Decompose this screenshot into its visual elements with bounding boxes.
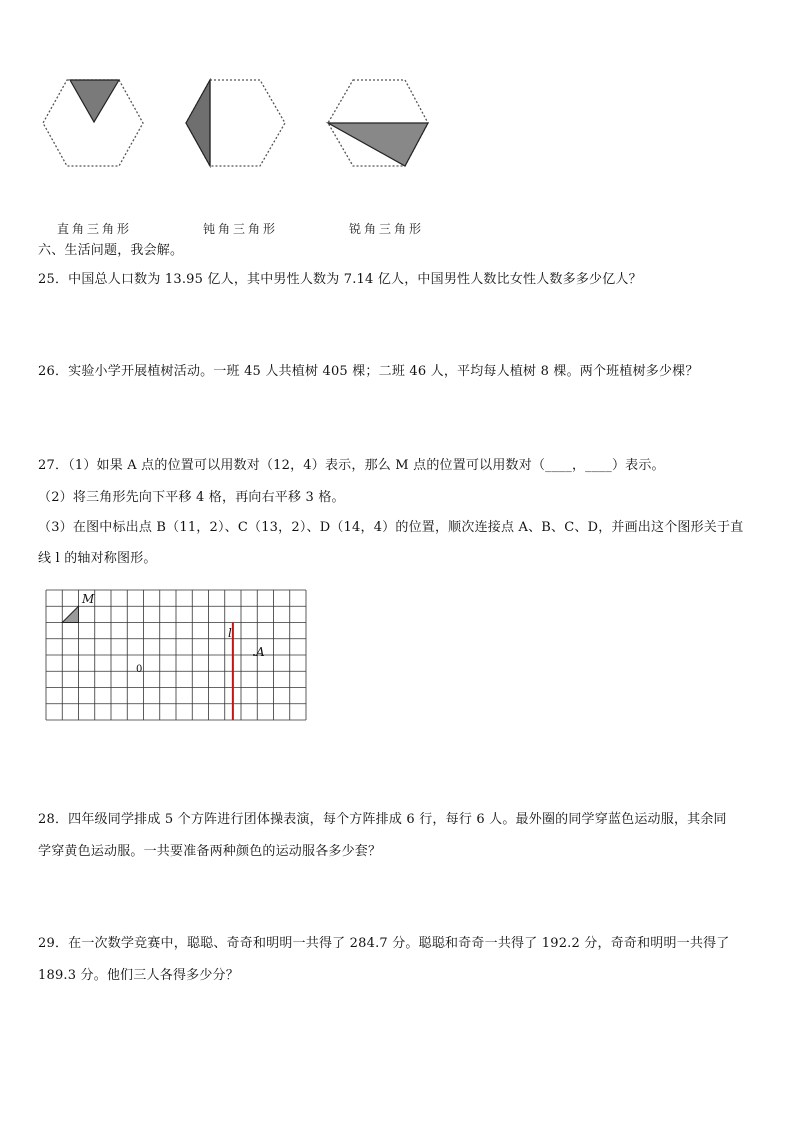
question-28: 28．四年级同学排成 5 个方阵进行团体操表演，每个方阵排成 6 行，每行 6 人。最外圈的同学穿蓝色运动服，其余同	[38, 812, 727, 827]
coordinate-grid	[46, 590, 308, 730]
caption-obtuse-triangle: 钝角三角形	[203, 222, 279, 236]
question-26: 26．实验小学开展植树活动。一班 45 人共植树 405 棵；二班 46 人，平均每人植树 8 棵。两个班植树多少棵？	[38, 364, 699, 379]
caption-acute-triangle: 锐角三角形	[349, 222, 425, 236]
point-m-label: M	[82, 592, 95, 606]
point-a	[253, 654, 255, 656]
question-27-part-3-continued: 线 l 的轴对称图形。	[38, 551, 157, 566]
section-heading: 六、生活问题，我会解。	[38, 243, 184, 258]
question-28-continued: 学穿黄色运动服。一共要准备两种颜色的运动服各多少套？	[38, 844, 382, 859]
shaded-triangle	[62, 606, 78, 622]
line-l-label: l	[228, 626, 232, 640]
point-a-label: A	[256, 645, 265, 659]
question-27-part-1: 27．（1）如果 A 点的位置可以用数对（12，4）表示，那么 M 点的位置可以用数对（____，____）表示。	[38, 458, 665, 473]
question-29: 29．在一次数学竞赛中，聪聪、奇奇和明明一共得了 284.7 分。聪聪和奇奇一共得了 192.2 分，奇奇和明明一共得了	[38, 936, 730, 951]
hexagon-1-shaded-triangle	[70, 80, 119, 122]
hexagon-right-triangle-figure	[0, 0, 794, 240]
origin-label: 0	[136, 664, 143, 675]
caption-right-triangle: 直角三角形	[57, 222, 133, 236]
question-29-continued: 189.3 分。他们三人各得多少分？	[38, 968, 239, 983]
question-27-part-3: （3）在图中标出点 B（11，2）、C（13，2）、D（14，4）的位置，顺次连接点 A、B、C、D，并画出这个图形关于直	[38, 520, 744, 535]
question-25: 25．中国总人口数为 13.95 亿人，其中男性人数为 7.14 亿人，中国男性人数比女性人数多多少亿人？	[38, 272, 642, 287]
hexagon-3-shaded-triangle	[328, 123, 428, 166]
hexagon-2-shaded-triangle	[186, 80, 210, 166]
question-27-part-2: （2）将三角形先向下平移 4 格，再向右平移 3 格。	[38, 490, 345, 505]
